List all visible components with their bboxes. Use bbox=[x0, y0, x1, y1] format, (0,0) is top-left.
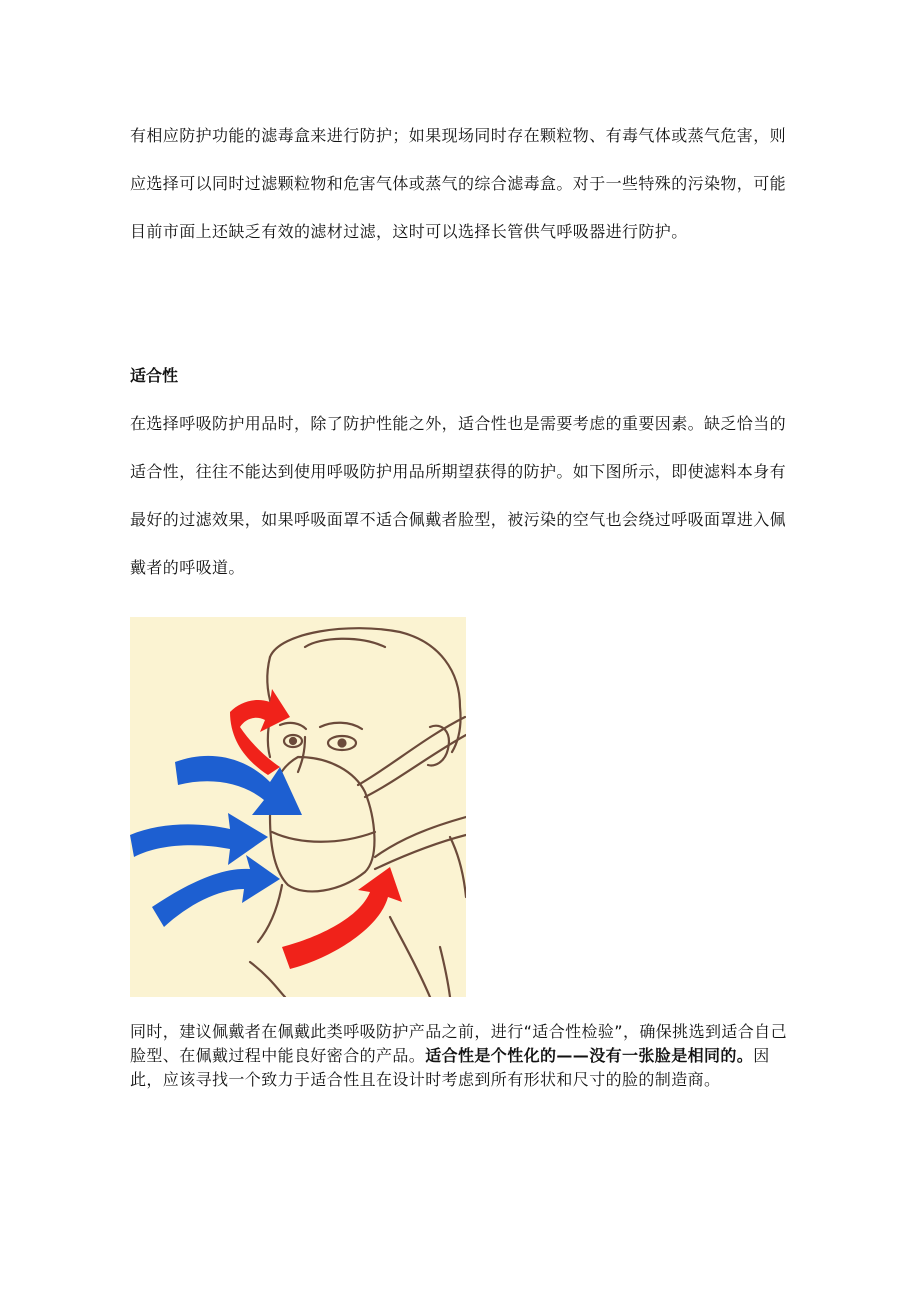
mask-outline bbox=[270, 757, 374, 891]
head-outline bbox=[270, 628, 461, 752]
respirator-fit-illustration bbox=[130, 617, 466, 997]
conclusion-emphasis: 适合性是个性化的——没有一张脸是相同的。 bbox=[425, 1046, 754, 1065]
paragraph-intro: 有相应防护功能的滤毒盒来进行防护；如果现场同时存在颗粒物、有毒气体或蒸气危害，则应选择可以同时过滤颗粒物和危害气体或蒸气的综合滤毒盒。对于一些特殊的污染物，可能目前市面上还缺乏有效的滤材过滤，这时可以选择长管供气呼吸器进行防护。 bbox=[130, 126, 787, 241]
respirator-fit-drawing bbox=[130, 617, 466, 997]
section-heading: 适合性 bbox=[130, 366, 179, 385]
paragraph-fit: 在选择呼吸防护用品时，除了防护性能之外，适合性也是需要考虑的重要因素。缺乏恰当的适合性，往往不能达到使用呼吸防护用品所期望获得的防护。如下图所示，即使滤料本身有最好的过滤效果，如果呼吸面罩不适合佩戴者脸型，被污染的空气也会绕过呼吸面罩进入佩戴者的呼吸道。 bbox=[130, 414, 787, 577]
red-arrows bbox=[230, 689, 402, 969]
blue-arrows bbox=[130, 756, 302, 927]
paragraph-conclusion bbox=[130, 1020, 790, 1092]
conclusion-text-2: 因此，应该寻找一个致力于适合性且在设计时考虑到所有形状和尺寸的脸的制造商。 bbox=[130, 1046, 770, 1089]
conclusion-text-1: 同时，建议佩戴者在佩戴此类呼吸防护产品之前，进行“适合性检验”，确保挑选到适合自己脸型、在佩戴过程中能良好密合的产品。 bbox=[130, 1022, 787, 1065]
